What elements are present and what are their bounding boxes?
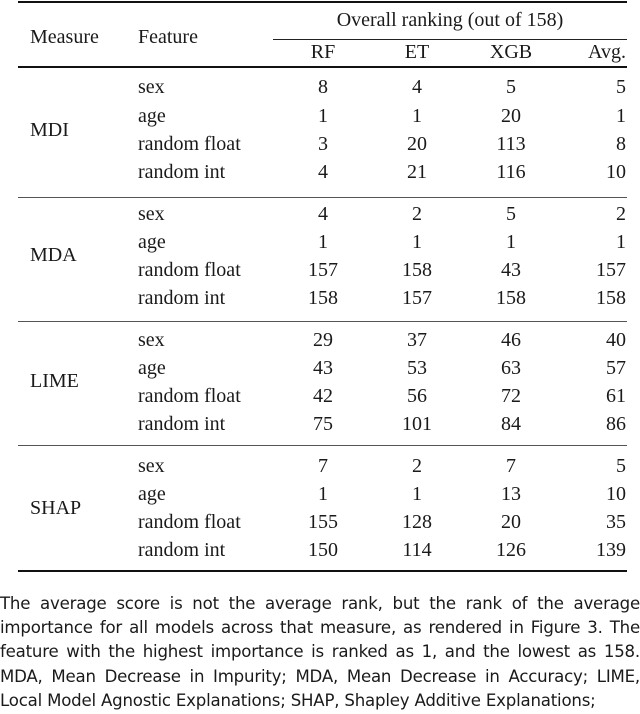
cell-et: 1 [412, 483, 422, 505]
cell-rf: 155 [308, 511, 338, 533]
header-avg: Avg. [588, 41, 626, 63]
header-feature: Feature [138, 26, 198, 48]
header-measure: Measure [30, 26, 99, 48]
cell-avg: 8 [616, 133, 626, 155]
cell-et: 56 [407, 385, 427, 407]
cell-et: 2 [412, 455, 422, 477]
cell-xgb: 43 [501, 259, 521, 281]
cell-avg: 1 [616, 231, 626, 253]
cell-rf: 42 [313, 385, 333, 407]
cell-et: 20 [407, 133, 427, 155]
cell-avg: 2 [616, 203, 626, 225]
feature-label: random int [138, 539, 226, 561]
cell-rf: 7 [318, 455, 328, 477]
cell-et: 1 [412, 231, 422, 253]
cell-et: 101 [402, 413, 432, 435]
cell-xgb: 5 [506, 203, 516, 225]
cell-et: 128 [402, 511, 432, 533]
feature-label: age [138, 357, 166, 379]
cell-xgb: 20 [501, 105, 521, 127]
cell-xgb: 116 [496, 161, 526, 183]
cell-xgb: 158 [496, 287, 526, 309]
feature-label: random int [138, 287, 226, 309]
cell-avg: 57 [606, 357, 626, 379]
cell-xgb: 63 [501, 357, 521, 379]
top-rule [18, 1, 627, 3]
header-rf: RF [310, 41, 336, 63]
cell-xgb: 126 [496, 539, 526, 561]
feature-label: random int [138, 413, 226, 435]
cell-rf: 3 [318, 133, 328, 155]
cell-xgb: 5 [506, 76, 516, 98]
feature-label: sex [138, 203, 165, 225]
cell-et: 114 [402, 539, 432, 561]
cell-et: 37 [407, 329, 427, 351]
cell-avg: 10 [606, 483, 626, 505]
cell-avg: 5 [616, 455, 626, 477]
cell-avg: 1 [616, 105, 626, 127]
cell-avg: 5 [616, 76, 626, 98]
measure-label: MDI [30, 119, 69, 141]
feature-label: random float [138, 385, 241, 407]
cell-rf: 158 [308, 287, 338, 309]
cell-rf: 4 [318, 203, 328, 225]
header-et: ET [404, 41, 430, 63]
group-separator [18, 321, 627, 322]
measure-label: SHAP [30, 497, 82, 519]
feature-label: random float [138, 259, 241, 281]
cell-xgb: 20 [501, 511, 521, 533]
measure-label: LIME [30, 370, 79, 392]
feature-label: sex [138, 76, 165, 98]
cell-rf: 29 [313, 329, 333, 351]
header-bottom-rule [18, 66, 627, 68]
feature-label: sex [138, 455, 165, 477]
feature-label: age [138, 231, 166, 253]
cell-xgb: 13 [501, 483, 521, 505]
cell-avg: 40 [606, 329, 626, 351]
feature-label: age [138, 105, 166, 127]
cell-xgb: 84 [501, 413, 521, 435]
cell-rf: 1 [318, 105, 328, 127]
cell-avg: 61 [606, 385, 626, 407]
cell-et: 157 [402, 287, 432, 309]
cell-xgb: 72 [501, 385, 521, 407]
cell-avg: 10 [606, 161, 626, 183]
cell-et: 53 [407, 357, 427, 379]
cell-et: 21 [407, 161, 427, 183]
cell-xgb: 7 [506, 455, 516, 477]
cell-avg: 158 [596, 287, 626, 309]
feature-label: random float [138, 133, 241, 155]
cell-et: 2 [412, 203, 422, 225]
cell-rf: 150 [308, 539, 338, 561]
feature-label: random float [138, 511, 241, 533]
header-xgb: XGB [489, 41, 533, 63]
bottom-rule [18, 570, 627, 572]
cell-rf: 75 [313, 413, 333, 435]
feature-label: random int [138, 161, 226, 183]
cell-rf: 43 [313, 357, 333, 379]
cell-rf: 8 [318, 76, 328, 98]
feature-label: sex [138, 329, 165, 351]
cell-rf: 4 [318, 161, 328, 183]
cell-rf: 1 [318, 231, 328, 253]
group-separator [18, 197, 627, 198]
group-separator [18, 445, 627, 446]
cell-et: 4 [412, 76, 422, 98]
cell-xgb: 1 [506, 231, 516, 253]
cell-avg: 157 [596, 259, 626, 281]
cell-xgb: 46 [501, 329, 521, 351]
measure-label: MDA [30, 244, 77, 266]
cell-avg: 139 [596, 539, 626, 561]
cell-xgb: 113 [496, 133, 526, 155]
cell-avg: 35 [606, 511, 626, 533]
table-caption: The average score is not the average rank, but the rank of the average importance for all models across that measure, as rendered in Figure 3. The feature with the highest importance is ranked as 1, and the lowest as 158. MDA, Mean Decrease in Impurity; MDA, Mean Decrease in Accuracy; LIME, Local Model Agnostic Explanations; SHAP, Shapley Additive Explanations; [0, 593, 640, 711]
cell-et: 158 [402, 259, 432, 281]
header-overall-ranking: Overall ranking (out of 158) [336, 9, 564, 31]
cell-rf: 157 [308, 259, 338, 281]
cell-et: 1 [412, 105, 422, 127]
cell-rf: 1 [318, 483, 328, 505]
cell-avg: 86 [606, 413, 626, 435]
feature-label: age [138, 483, 166, 505]
